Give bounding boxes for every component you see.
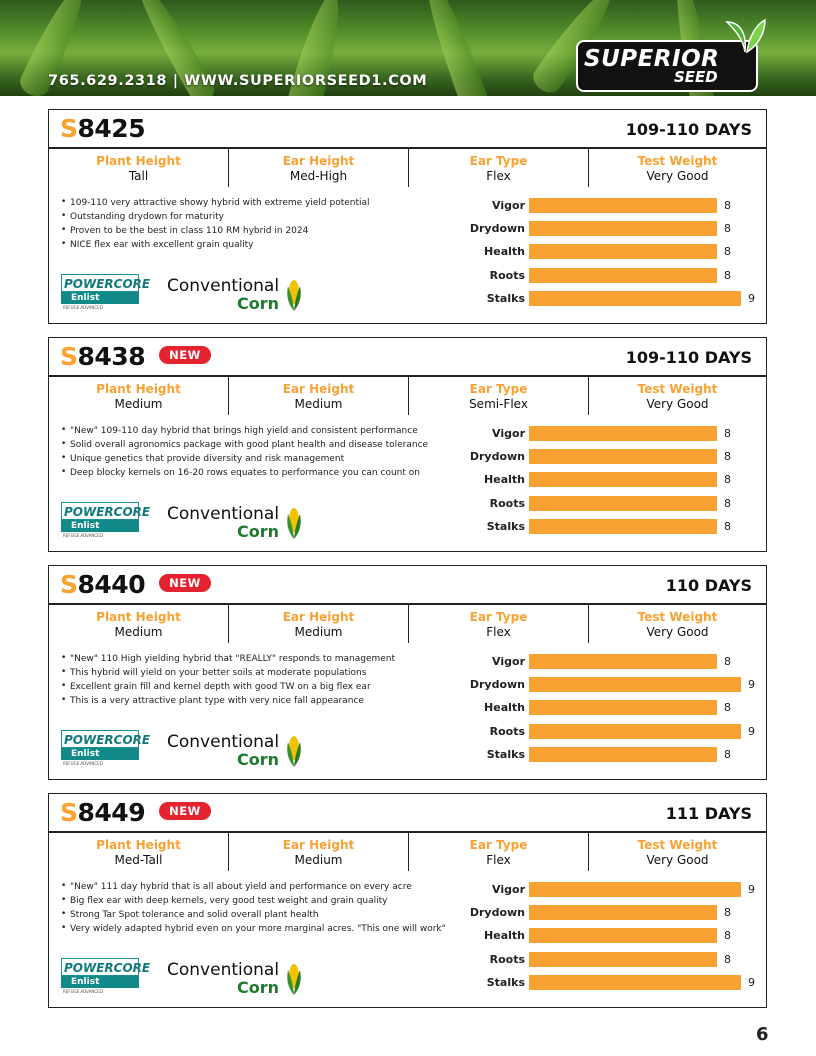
product-prefix: S [60, 570, 78, 599]
rating-label: Stalks [486, 976, 525, 989]
new-badge: NEW [159, 346, 211, 364]
trait-ear-height [229, 149, 409, 187]
trait-ear-type [409, 605, 589, 643]
rating-value: 8 [724, 427, 731, 440]
maturity-days: 109-110 DAYS [625, 348, 752, 367]
product-number: 8449 [77, 798, 146, 827]
trait-ear-height [229, 833, 409, 871]
trait-value: Very Good [646, 169, 709, 183]
ratings-chart [459, 424, 759, 544]
refuge-text: REFUGE ADVANCED [63, 305, 103, 310]
rating-label: Drydown [469, 906, 525, 919]
rating-row [459, 470, 759, 490]
logo-text-seed: SEED [674, 68, 718, 86]
trait-value: Medium [294, 853, 343, 867]
product-name [60, 570, 145, 599]
rating-value: 8 [724, 906, 731, 919]
corn-cob-icon [285, 278, 303, 312]
trait-row [49, 605, 766, 643]
logo-text-superior: SUPERIOR [584, 46, 720, 72]
contact-line: 765.629.2318 | WWW.SUPERIORSEED1.COM [48, 73, 428, 89]
rating-bar [529, 221, 717, 236]
page-number: 6 [756, 1024, 769, 1045]
rating-value: 9 [748, 678, 755, 691]
product-title-bar [49, 794, 766, 833]
powercore-enlist-logo [61, 274, 151, 310]
product-card [48, 793, 767, 1008]
new-badge: NEW [159, 802, 211, 820]
rating-label: Stalks [486, 520, 525, 533]
product-title-bar [49, 566, 766, 605]
ratings-chart [459, 196, 759, 316]
rating-label: Vigor [492, 199, 525, 212]
conventional-text: Conventional [167, 276, 280, 296]
trait-label: Test Weight [637, 382, 718, 396]
rating-value: 9 [748, 976, 755, 989]
rating-value: 8 [724, 222, 731, 235]
feature-list [61, 652, 461, 708]
trait-plant-height [49, 149, 229, 187]
trait-test-weight [588, 149, 767, 187]
feature-item: • NICE flex ear with excellent grain quality [61, 238, 461, 252]
rating-row [459, 652, 759, 672]
feature-item: • Very widely adapted hybrid even on your more marginal acres. "This one will work" [61, 922, 461, 936]
rating-label: Vigor [492, 883, 525, 896]
product-card [48, 565, 767, 780]
trait-label: Plant Height [96, 382, 181, 396]
trait-value: Very Good [646, 397, 709, 411]
rating-row [459, 950, 759, 970]
trait-value: Tall [128, 169, 149, 183]
conventional-text: Conventional [167, 732, 280, 752]
trait-label: Ear Type [469, 154, 528, 168]
rating-value: 8 [724, 748, 731, 761]
rating-bar [529, 677, 741, 692]
trait-label: Test Weight [637, 610, 718, 624]
rating-value: 8 [724, 199, 731, 212]
corn-cob-icon [285, 962, 303, 996]
trait-row [49, 833, 766, 871]
rating-value: 9 [748, 292, 755, 305]
trait-ear-type [409, 377, 589, 415]
corn-text: Corn [237, 522, 280, 541]
feature-item: • Big flex ear with deep kernels, very good test weight and grain quality [61, 894, 461, 908]
trait-value: Semi-Flex [469, 397, 528, 411]
trait-value: Very Good [646, 853, 709, 867]
product-title-bar [49, 338, 766, 377]
trait-value: Med-Tall [114, 853, 163, 867]
trait-row [49, 149, 766, 187]
trait-test-weight [588, 605, 767, 643]
rating-bar [529, 449, 717, 464]
rating-row [459, 517, 759, 537]
trait-label: Plant Height [96, 154, 181, 168]
new-badge: NEW [159, 574, 211, 592]
feature-list [61, 196, 461, 252]
feature-item: • "New" 109-110 day hybrid that brings high yield and consistent performance [61, 424, 461, 438]
powercore-text: POWERCORE [61, 502, 139, 520]
rating-row [459, 289, 759, 309]
rating-bar [529, 472, 717, 487]
trait-label: Ear Height [282, 382, 355, 396]
trait-value: Medium [114, 397, 163, 411]
rating-value: 8 [724, 450, 731, 463]
trait-label: Plant Height [96, 838, 181, 852]
rating-value: 8 [724, 953, 731, 966]
feature-item: • This hybrid will yield on your better soils at moderate populations [61, 666, 461, 680]
powercore-text: POWERCORE [61, 274, 139, 292]
rating-row [459, 880, 759, 900]
rating-label: Health [484, 473, 525, 486]
product-card [48, 109, 767, 324]
maturity-days: 110 DAYS [665, 576, 752, 595]
refuge-text: REFUGE ADVANCED [63, 533, 103, 538]
rating-bar [529, 700, 717, 715]
feature-item: • Unique genetics that provide diversity and risk management [61, 452, 461, 466]
rating-bar [529, 291, 741, 306]
ratings-chart [459, 652, 759, 772]
feature-item: • This is a very attractive plant type with very nice fall appearance [61, 694, 461, 708]
rating-row [459, 698, 759, 718]
feature-item: • Proven to be the best in class 110 RM hybrid in 2024 [61, 224, 461, 238]
rating-bar [529, 198, 717, 213]
rating-label: Drydown [469, 450, 525, 463]
trait-label: Ear Type [469, 382, 528, 396]
powercore-text: POWERCORE [61, 958, 139, 976]
rating-bar [529, 426, 717, 441]
trait-ear-height [229, 377, 409, 415]
rating-row [459, 447, 759, 467]
rating-bar [529, 268, 717, 283]
rating-value: 8 [724, 269, 731, 282]
powercore-enlist-logo [61, 958, 151, 994]
feature-item: • "New" 110 High yielding hybrid that "REALLY" responds to management [61, 652, 461, 666]
rating-label: Drydown [469, 222, 525, 235]
rating-label: Health [484, 245, 525, 258]
product-title-bar [49, 110, 766, 149]
rating-value: 8 [724, 497, 731, 510]
product-prefix: S [60, 114, 78, 143]
trait-ear-height [229, 605, 409, 643]
header-banner [0, 0, 816, 96]
rating-bar [529, 975, 741, 990]
rating-value: 8 [724, 473, 731, 486]
feature-item: • Solid overall agronomics package with good plant health and disease tolerance [61, 438, 461, 452]
feature-item: • "New" 111 day hybrid that is all about yield and performance on every acre [61, 880, 461, 894]
maturity-days: 111 DAYS [665, 804, 752, 823]
rating-row [459, 973, 759, 993]
product-prefix: S [60, 342, 78, 371]
product-number: 8440 [77, 570, 146, 599]
rating-label: Drydown [469, 678, 525, 691]
rating-value: 8 [724, 701, 731, 714]
enlist-text: Enlist [61, 976, 139, 988]
trait-label: Ear Height [282, 154, 355, 168]
feature-list [61, 424, 461, 480]
trait-value: Medium [114, 625, 163, 639]
rating-label: Vigor [492, 427, 525, 440]
rating-bar [529, 928, 717, 943]
corn-text: Corn [237, 750, 280, 769]
trait-plant-height [49, 377, 229, 415]
rating-label: Roots [489, 953, 525, 966]
trait-label: Test Weight [637, 154, 718, 168]
trait-label: Plant Height [96, 610, 181, 624]
rating-bar [529, 952, 717, 967]
trait-label: Ear Type [469, 610, 528, 624]
rating-value: 8 [724, 929, 731, 942]
trait-value: Medium [294, 625, 343, 639]
trait-ear-type [409, 833, 589, 871]
feature-item: • 109-110 very attractive showy hybrid with extreme yield potential [61, 196, 461, 210]
rating-row [459, 745, 759, 765]
rating-bar [529, 244, 717, 259]
trait-value: Flex [486, 169, 511, 183]
trait-value: Medium [294, 397, 343, 411]
enlist-text: Enlist [61, 520, 139, 532]
rating-value: 8 [724, 245, 731, 258]
corn-text: Corn [237, 294, 280, 313]
powercore-enlist-logo [61, 730, 151, 766]
rating-row [459, 219, 759, 239]
trait-value: Flex [486, 625, 511, 639]
rating-bar [529, 654, 717, 669]
product-prefix: S [60, 798, 78, 827]
feature-item: • Strong Tar Spot tolerance and solid overall plant health [61, 908, 461, 922]
rating-value: 9 [748, 883, 755, 896]
rating-bar [529, 747, 717, 762]
rating-label: Roots [489, 725, 525, 738]
corn-text: Corn [237, 978, 280, 997]
powercore-text: POWERCORE [61, 730, 139, 748]
rating-bar [529, 905, 717, 920]
trait-label: Ear Height [282, 610, 355, 624]
product-number: 8438 [77, 342, 146, 371]
enlist-text: Enlist [61, 748, 139, 760]
refuge-text: REFUGE ADVANCED [63, 761, 103, 766]
trait-ear-type [409, 149, 589, 187]
product-card [48, 337, 767, 552]
feature-item: • Deep blocky kernels on 16-20 rows equates to performance you can count on [61, 466, 461, 480]
rating-label: Roots [489, 269, 525, 282]
trait-label: Ear Height [282, 838, 355, 852]
rating-row [459, 926, 759, 946]
feature-item: • Excellent grain fill and kernel depth with good TW on a big flex ear [61, 680, 461, 694]
rating-row [459, 722, 759, 742]
product-name [60, 798, 145, 827]
product-name [60, 342, 145, 371]
rating-label: Health [484, 929, 525, 942]
rating-label: Stalks [486, 748, 525, 761]
trait-row [49, 377, 766, 415]
trait-label: Ear Type [469, 838, 528, 852]
trait-test-weight [588, 377, 767, 415]
rating-label: Roots [489, 497, 525, 510]
rating-value: 8 [724, 520, 731, 533]
trait-value: Flex [486, 853, 511, 867]
trait-value: Med-High [289, 169, 348, 183]
sprout-icon [725, 18, 767, 54]
rating-label: Vigor [492, 655, 525, 668]
rating-label: Health [484, 701, 525, 714]
feature-list [61, 880, 461, 936]
trait-plant-height [49, 833, 229, 871]
rating-row [459, 424, 759, 444]
conventional-text: Conventional [167, 504, 280, 524]
corn-cob-icon [285, 734, 303, 768]
enlist-text: Enlist [61, 292, 139, 304]
rating-row [459, 196, 759, 216]
product-name [60, 114, 145, 143]
conventional-text: Conventional [167, 960, 280, 980]
rating-bar [529, 724, 741, 739]
feature-item: • Outstanding drydown for maturity [61, 210, 461, 224]
rating-label: Stalks [486, 292, 525, 305]
rating-row [459, 494, 759, 514]
corn-cob-icon [285, 506, 303, 540]
rating-row [459, 242, 759, 262]
maturity-days: 109-110 DAYS [625, 120, 752, 139]
rating-bar [529, 496, 717, 511]
rating-row [459, 675, 759, 695]
trait-test-weight [588, 833, 767, 871]
rating-bar [529, 519, 717, 534]
refuge-text: REFUGE ADVANCED [63, 989, 103, 994]
trait-plant-height [49, 605, 229, 643]
powercore-enlist-logo [61, 502, 151, 538]
rating-value: 8 [724, 655, 731, 668]
rating-value: 9 [748, 725, 755, 738]
rating-row [459, 266, 759, 286]
rating-row [459, 903, 759, 923]
trait-value: Very Good [646, 625, 709, 639]
rating-bar [529, 882, 741, 897]
trait-label: Test Weight [637, 838, 718, 852]
product-number: 8425 [77, 114, 146, 143]
ratings-chart [459, 880, 759, 1000]
